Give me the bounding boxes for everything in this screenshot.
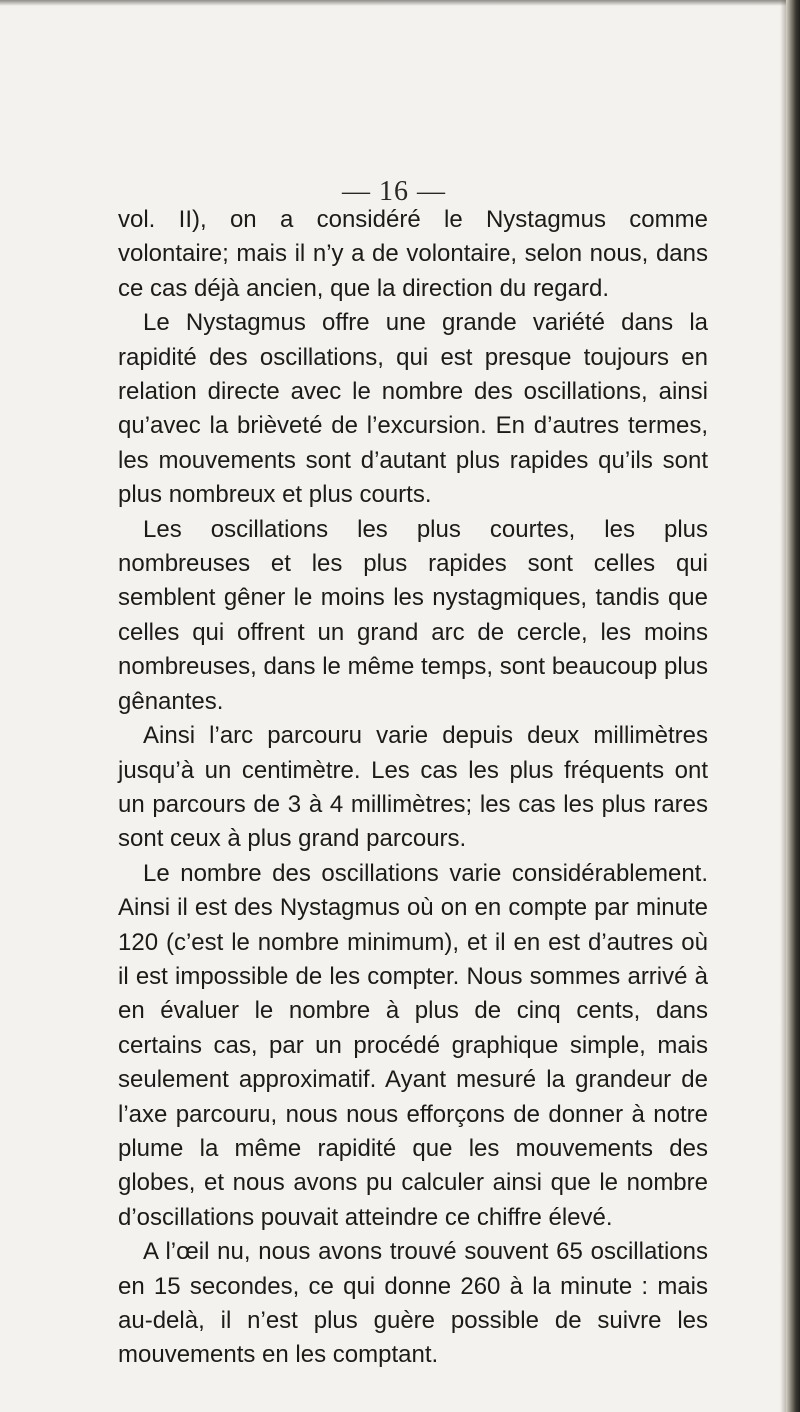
paragraph: Le nombre des oscillations varie considérablement. Ainsi il est des Nystagmus où on en compte par minute 120 (c’est le nombre minimum), et il en est d’autres où il est impossible de les compter. Nous sommes arrivé à en évaluer le nombre à plus de cinq cents, dans certains cas, par un procédé graphique simple, mais seulement approximatif. Ayant mesuré la grandeur de l’axe parcouru, nous nous efforçons de donner à notre plume la même rapidité que les mouvements des globes, et nous avons pu calculer ainsi que le nombre d’oscillations pouvait atteindre ce chiffre élevé. bbox=[118, 859, 708, 1231]
paragraph: vol. II), on a considéré le Nystagmus comme volontaire; mais il n’y a de volontaire, selon nous, dans ce cas déjà ancien, que la direction du regard. bbox=[118, 206, 708, 302]
paragraph: Les oscillations les plus courtes, les plus nombreuses et les plus rapides sont celles qui semblent gêner le moins les nystagmiques, tandis que celles qui offrent un grand arc de cercle, les moins nombreuses, dans le même temps, sont beaucoup plus gênantes. bbox=[118, 515, 708, 715]
body-text bbox=[118, 203, 708, 1373]
book-spine-edge bbox=[786, 0, 800, 1412]
page-number: — 16 — bbox=[342, 176, 446, 207]
page-top-shadow bbox=[0, 0, 800, 6]
paragraph: Ainsi l’arc parcouru varie depuis deux millimètres jusqu’à un centimètre. Les cas les plus fréquents ont un parcours de 3 à 4 millimètres; les cas les plus rares sont ceux à plus grand parcours. bbox=[118, 722, 708, 853]
paragraph: Le Nystagmus offre une grande variété dans la rapidité des oscillations, qui est presque toujours en relation directe avec le nombre des oscillations, ainsi qu’avec la brièveté de l’excursion. En d’autres termes, les mouvements sont d’autant plus rapides qu’ils sont plus nombreux et plus courts. bbox=[118, 309, 708, 509]
paragraph: A l’œil nu, nous avons trouvé souvent 65 oscillations en 15 secondes, ce qui donne 260 à la minute : mais au-delà, il n’est plus guère possible de suivre les mouvements en les comptant. bbox=[118, 1238, 708, 1369]
